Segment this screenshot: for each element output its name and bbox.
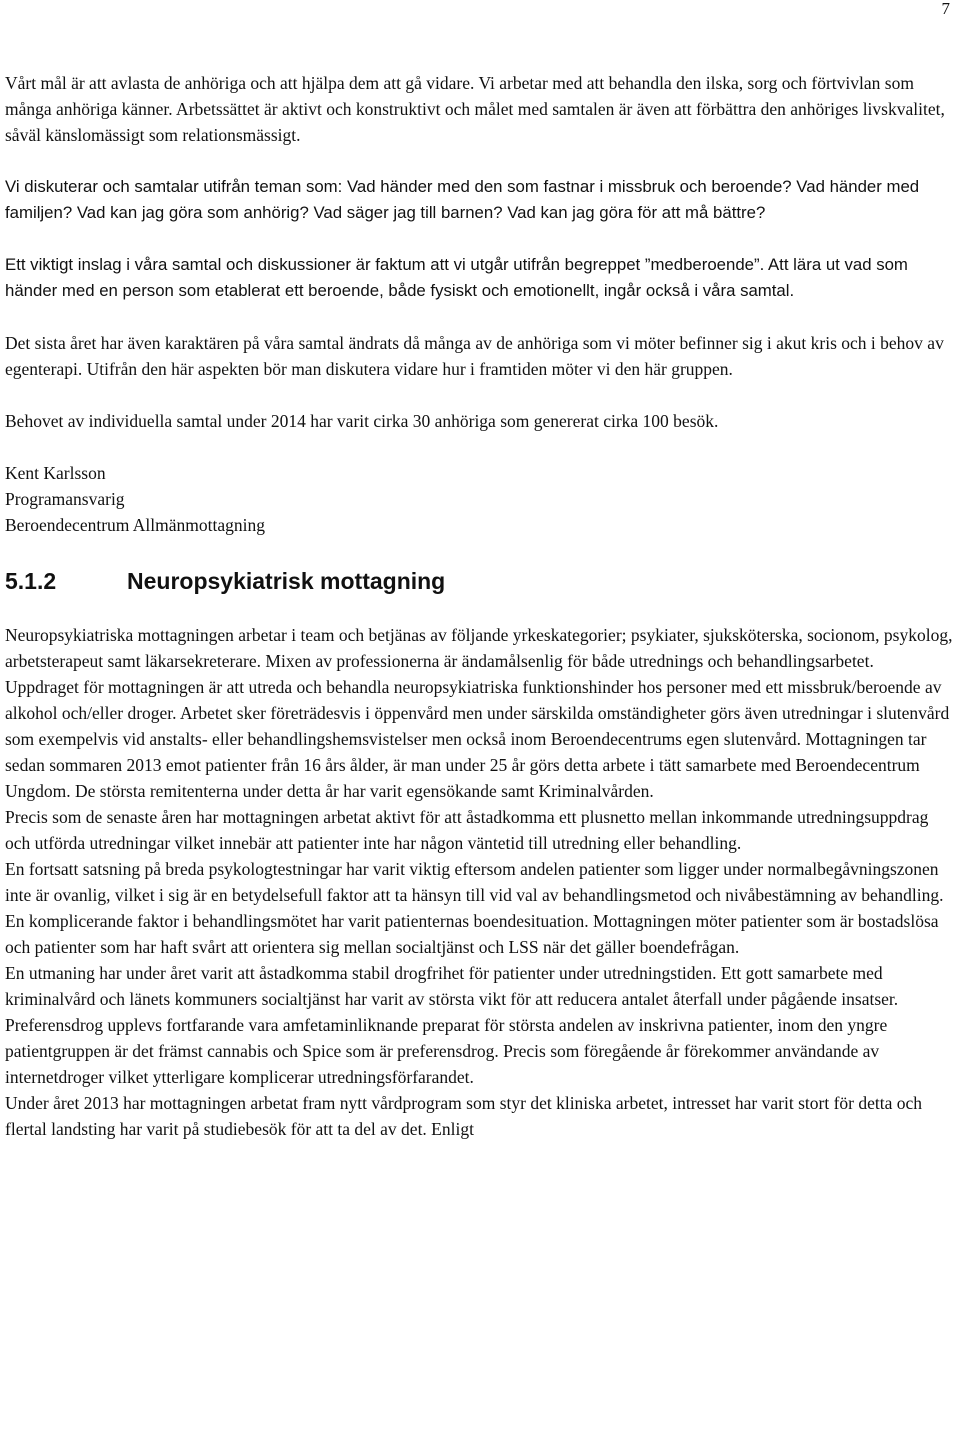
paragraph-drug-free: En utmaning har under året varit att åstadkomma stabil drogfrihet för patienter under utredningstiden. Ett gott samarbete med kriminalvård och länets kommuners socialtjänst har varit av största vikt för att reducera antalet återfall under pågående insatser.	[5, 963, 899, 1009]
paragraph-waiting-time: Precis som de senaste åren har mottagningen arbetat aktivt för att åstadkomma ett plusnetto mellan inkommande utredningsuppdrag och utförda utredningar vilket innebär att patienter inte har någon väntetid till utredning eller behandling.	[5, 807, 929, 853]
section-heading	[5, 566, 955, 596]
paragraph-preferred-drug: Preferensdrog upplevs fortfarande vara amfetaminliknande preparat för största andelen av inskrivna patienter, inom den yngre patientgruppen är det främst cannabis och Spice som är preferensdrog. Precis som föregående år förekommer användande av internetdroger vilket ytterligare komplicerar utredningsförfarandet.	[5, 1015, 888, 1087]
paragraph-codependency: Ett viktigt inslag i våra samtal och diskussioner är faktum att vi utgår utifrån begreppet ”medberoende”. Att lära ut vad som händer med en person som etablerat ett beroende, både fysiskt och emotionellt, ingår också i våra samtal.	[5, 255, 908, 300]
section-number: 5.1.2	[5, 568, 57, 594]
signature-block	[5, 460, 955, 538]
page-number: 7	[941, 0, 950, 18]
paragraph-visits: Behovet av individuella samtal under 2014 har varit cirka 30 anhöriga som genererat cirka 100 besök.	[5, 411, 719, 431]
paragraph-assignment: Uppdraget för mottagningen är att utreda och behandla neuropsykiatriska funktionshinder hos personer med ett missbruk/beroende av alkohol och/eller droger. Arbetet sker företrädesvis i öppenvård men under särskilda omständigheter görs även utredningar i slutenvård som exempelvis vid anstalts- eller behandlingshemsvistelser men också inom Beroendecentrums egen slutenvård. Mottagningen tar sedan sommaren 2013 emot patienter från 16 års ålder, är man under 25 år görs detta arbete i tätt samarbete med Beroendecentrum Ungdom. De största remitenterna under detta år har varit egensökande samt Kriminalvården.	[5, 677, 950, 801]
paragraph-crisis: Det sista året har även karaktären på våra samtal ändrats då många av de anhöriga som vi möter befinner sig i akut kris och i behov av egenterapi. Utifrån den här aspekten bör man diskutera vidare hur i framtiden möter vi den här gruppen.	[5, 333, 944, 379]
signature-role: Programansvarig	[5, 489, 125, 509]
section-title: Neuropsykiatrisk mottagning	[127, 568, 446, 594]
document-body	[5, 70, 955, 1142]
paragraph-team: Neuropsykiatriska mottagningen arbetar i team och betjänas av följande yrkeskategorier; psykiater, sjuksköterska, socionom, psykolog, arbetsterapeut samt läkarsekreterare. Mixen av professionerna är ändamålsenlig för både utrednings och behandlingsarbetet.	[5, 625, 953, 671]
paragraph-psych-testing: En fortsatt satsning på breda psykologtestningar har varit viktig eftersom andelen patienter som ligger under normalbegåvningszonen inte är ovanlig, vilket i sig är en betydelsefull faktor att ta hänsyn till vid val av behandlingsmetod och nivåbestämning av behandling. En komplicerande faktor i behandlingsmötet har varit patienternas boendesituation. Mottagningen möter patienter som är bostadslösa och patienter som har haft svårt att orientera sig mellan socialtjänst och LSS när det gäller boendefrågan.	[5, 859, 944, 957]
paragraph-themes: Vi diskuterar och samtalar utifrån teman som: Vad händer med den som fastnar i missbruk och beroende? Vad händer med familjen? Vad kan jag göra som anhörig? Vad säger jag till barnen? Vad kan jag göra för att må bättre?	[5, 177, 920, 222]
paragraph-care-program: Under året 2013 har mottagningen arbetat fram nytt vårdprogram som styr det kliniska arbetet, intresset har varit stort för detta och flertal landsting har varit på studiebesök för att ta del av det. Enligt	[5, 1093, 922, 1139]
signature-name: Kent Karlsson	[5, 463, 106, 483]
paragraph-goal: Vårt mål är att avlasta de anhöriga och att hjälpa dem att gå vidare. Vi arbetar med att behandla den ilska, sorg och förtvivlan som många anhöriga känner. Arbetssättet är aktivt och konstruktivt och målet med samtalen är även att förbättra den anhöriges livskvalitet, såväl känslomässigt som relationsmässigt.	[5, 73, 945, 145]
signature-unit: Beroendecentrum Allmänmottagning	[5, 515, 266, 535]
